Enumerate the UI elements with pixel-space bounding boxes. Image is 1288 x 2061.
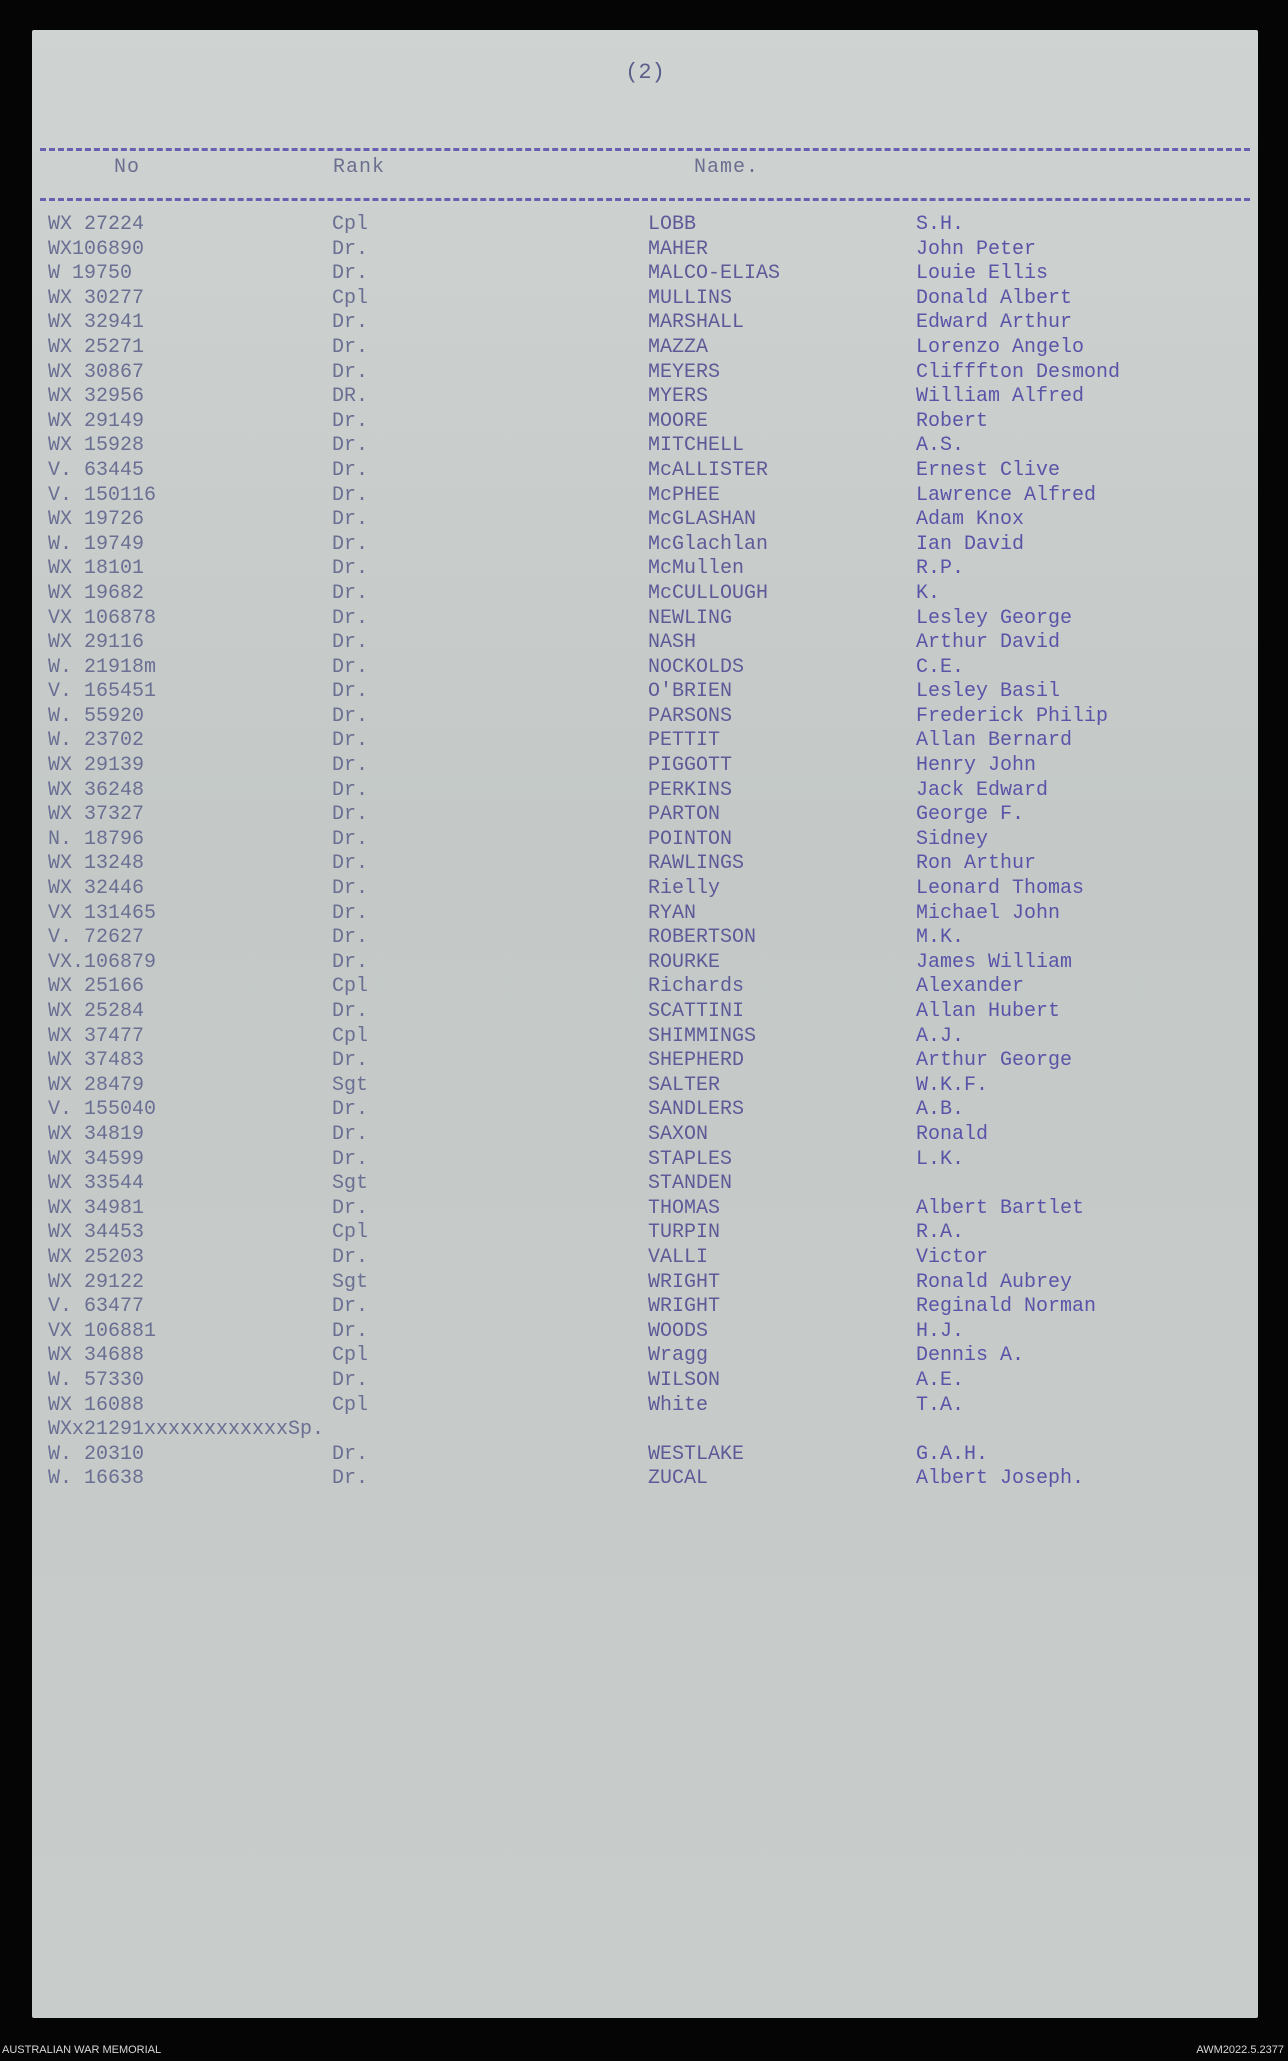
roll-row <box>32 1197 1258 1222</box>
given-names: Lesley George <box>916 606 1073 630</box>
roll-row <box>32 803 1258 828</box>
surname: WRIGHT <box>648 1295 721 1319</box>
service-number: WX 34819 <box>48 1122 145 1146</box>
given-names: Allan Bernard <box>916 729 1073 753</box>
given-names: Albert Joseph. <box>916 1467 1085 1491</box>
surname: ROURKE <box>648 950 721 974</box>
given-names: L.K. <box>916 1147 965 1171</box>
service-number: WX 34453 <box>48 1221 145 1245</box>
roll-row <box>32 238 1258 263</box>
service-number: W. 20310 <box>48 1442 145 1466</box>
surname: SALTER <box>648 1073 721 1097</box>
service-number: WX 32956 <box>48 385 145 409</box>
rank: Dr. <box>332 827 369 851</box>
rank: Dr. <box>332 1245 369 1269</box>
surname: STAPLES <box>648 1147 733 1171</box>
rank: Dr. <box>332 262 369 286</box>
rank: Dr. <box>332 1000 369 1023</box>
surname: STANDEN <box>648 1172 733 1196</box>
service-number: WX 25166 <box>48 975 145 999</box>
surname: PARTON <box>648 803 721 827</box>
column-header-no: No <box>114 156 141 179</box>
surname: MEYERS <box>648 360 721 384</box>
rank: Sgt <box>332 1270 369 1294</box>
document-page <box>32 30 1258 2018</box>
roll-row <box>32 951 1258 976</box>
roll-row <box>32 926 1258 951</box>
given-names: Sidney <box>916 827 989 851</box>
surname: SHEPHERD <box>648 1049 745 1073</box>
service-number: WX 28479 <box>48 1073 145 1097</box>
rank: Dr. <box>332 1442 369 1466</box>
rank: Cpl <box>332 975 369 999</box>
roll-row <box>32 1221 1258 1246</box>
given-names: Victor <box>916 1245 989 1269</box>
surname: VALLI <box>648 1245 709 1269</box>
roll-row <box>32 336 1258 361</box>
surname: McALLISTER <box>648 458 769 482</box>
surname: O'BRIEN <box>648 680 733 704</box>
service-number: N. 18796 <box>48 827 145 851</box>
surname: White <box>648 1393 709 1417</box>
service-number: W. 57330 <box>48 1368 145 1392</box>
roll-row <box>32 262 1258 287</box>
rank: Dr. <box>332 778 369 802</box>
roll-row <box>32 828 1258 853</box>
given-names: Henry John <box>916 754 1037 778</box>
roll-row <box>32 582 1258 607</box>
given-names: Lawrence Alfred <box>916 483 1097 507</box>
surname: TURPIN <box>648 1221 721 1245</box>
roll-row <box>32 1369 1258 1394</box>
roll-row <box>32 779 1258 804</box>
given-names: Ernest Clive <box>916 458 1061 482</box>
rank: Sgt <box>332 1172 369 1196</box>
roll-row <box>32 1295 1258 1320</box>
roll-row <box>32 533 1258 558</box>
service-number: VX 106878 <box>48 606 157 630</box>
roll-row <box>32 1246 1258 1271</box>
roll-row <box>32 361 1258 386</box>
surname: RYAN <box>648 901 697 925</box>
rank: Cpl <box>332 1221 369 1245</box>
given-names: Jack Edward <box>916 778 1049 802</box>
given-names: Dennis A. <box>916 1344 1025 1368</box>
roll-row <box>32 680 1258 705</box>
service-number: V. 155040 <box>48 1098 157 1122</box>
surname: ZUCAL <box>648 1467 709 1491</box>
service-number: WX 27224 <box>48 213 145 236</box>
rank: DR. <box>332 385 369 409</box>
service-number: WX 29139 <box>48 754 145 778</box>
given-names: Ian David <box>916 532 1025 556</box>
given-names: K. <box>916 581 941 605</box>
roll-row <box>32 1344 1258 1369</box>
service-number: V. 63477 <box>48 1295 145 1319</box>
rank: Dr. <box>332 1319 369 1343</box>
surname: ROBERTSON <box>648 926 757 950</box>
service-number: WX 25271 <box>48 335 145 359</box>
given-names: Reginald Norman <box>916 1295 1097 1319</box>
surname: MAHER <box>648 237 709 261</box>
rank: Dr. <box>332 655 369 679</box>
surname: McMullen <box>648 557 745 581</box>
rank: Dr. <box>332 901 369 925</box>
roll-row <box>32 557 1258 582</box>
roll-row <box>32 213 1258 238</box>
given-names: Ronald <box>916 1122 989 1146</box>
column-header-row <box>32 156 1258 186</box>
surname: Richards <box>648 975 745 999</box>
rank: Dr. <box>332 877 369 901</box>
given-names: Leonard Thomas <box>916 877 1085 901</box>
given-names: Allan Hubert <box>916 1000 1061 1023</box>
rank: Dr. <box>332 1098 369 1122</box>
roll-row <box>32 975 1258 1000</box>
given-names: H.J. <box>916 1319 965 1343</box>
rank: Cpl <box>332 1393 369 1417</box>
given-names: William Alfred <box>916 385 1085 409</box>
rank: Cpl <box>332 1344 369 1368</box>
surname: MALCO-ELIAS <box>648 262 781 286</box>
roll-row <box>32 1271 1258 1296</box>
rank: Cpl <box>332 1024 369 1048</box>
given-names: James William <box>916 950 1073 974</box>
rank: Dr. <box>332 852 369 876</box>
page-number: (2) <box>625 60 665 85</box>
rank: Dr. <box>332 581 369 605</box>
roll-row <box>32 311 1258 336</box>
surname: MYERS <box>648 385 709 409</box>
service-number: WX 34981 <box>48 1196 145 1220</box>
rank: Dr. <box>332 1122 369 1146</box>
rank: Dr. <box>332 1196 369 1220</box>
given-names: Edward Arthur <box>916 311 1073 335</box>
roll-row <box>32 754 1258 779</box>
footer-reference: AWM2022.5.2377 <box>1196 2044 1284 2056</box>
surname: LOBB <box>648 213 697 236</box>
surname: McPHEE <box>648 483 721 507</box>
roll-row <box>32 1394 1258 1419</box>
roll-row <box>32 1074 1258 1099</box>
service-number: WX 29149 <box>48 409 145 433</box>
service-number: V. 150116 <box>48 483 157 507</box>
service-number: W. 19749 <box>48 532 145 556</box>
given-names: Ronald Aubrey <box>916 1270 1073 1294</box>
given-names: Frederick Philip <box>916 704 1109 728</box>
roll-row <box>32 385 1258 410</box>
surname: PETTIT <box>648 729 721 753</box>
surname: PARSONS <box>648 704 733 728</box>
given-names: Louie Ellis <box>916 262 1049 286</box>
roll-row <box>32 902 1258 927</box>
service-number: WX 32941 <box>48 311 145 335</box>
rank: Dr. <box>332 803 369 827</box>
surname: McGLASHAN <box>648 508 757 532</box>
given-names: A.E. <box>916 1368 965 1392</box>
rank: Dr. <box>332 458 369 482</box>
rank: Dr. <box>332 508 369 532</box>
footer-institution: AUSTRALIAN WAR MEMORIAL <box>2 2044 162 2056</box>
service-number: W. 21918m <box>48 655 157 679</box>
service-number: WX 33544 <box>48 1172 145 1196</box>
roll-row <box>32 1467 1258 1492</box>
roll-row <box>32 607 1258 632</box>
rank: Dr. <box>332 950 369 974</box>
roll-row <box>32 705 1258 730</box>
service-number: WX 25284 <box>48 1000 145 1023</box>
surname: McGlachlan <box>648 532 769 556</box>
roll-row <box>32 1123 1258 1148</box>
given-names: Robert <box>916 409 989 433</box>
rank: Cpl <box>332 213 369 236</box>
roll-row <box>32 656 1258 681</box>
roll-row <box>32 1049 1258 1074</box>
rank: Dr. <box>332 631 369 655</box>
given-names: R.P. <box>916 557 965 581</box>
rank: Dr. <box>332 335 369 359</box>
given-names: Arthur David <box>916 631 1061 655</box>
surname: MAZZA <box>648 335 709 359</box>
roll-row <box>32 508 1258 533</box>
roll-row <box>32 631 1258 656</box>
rank: Dr. <box>332 311 369 335</box>
rank: Dr. <box>332 606 369 630</box>
service-number: WX 29116 <box>48 631 145 655</box>
rank: Dr. <box>332 532 369 556</box>
roll-row <box>32 1418 1258 1443</box>
rank: Dr. <box>332 434 369 458</box>
surname: WOODS <box>648 1319 709 1343</box>
surname: MULLINS <box>648 286 733 310</box>
column-header-rank: Rank <box>333 156 386 179</box>
given-names: S.H. <box>916 213 965 236</box>
given-names: Clifffton Desmond <box>916 360 1121 384</box>
given-names: Donald Albert <box>916 286 1073 310</box>
given-names: C.E. <box>916 655 965 679</box>
service-number: WX 16088 <box>48 1393 145 1417</box>
surname: WILSON <box>648 1368 721 1392</box>
surname: Wragg <box>648 1344 709 1368</box>
roll-row <box>32 1098 1258 1123</box>
service-number: W. 55920 <box>48 704 145 728</box>
given-names: A.B. <box>916 1098 965 1122</box>
rank: Dr. <box>332 754 369 778</box>
rank: Dr. <box>332 1049 369 1073</box>
given-names: Albert Bartlet <box>916 1196 1085 1220</box>
given-names: M.K. <box>916 926 965 950</box>
surname: NEWLING <box>648 606 733 630</box>
roll-row <box>32 1443 1258 1468</box>
service-number: V. 72627 <box>48 926 145 950</box>
roll-row <box>32 287 1258 312</box>
given-names: Lorenzo Angelo <box>916 335 1085 359</box>
given-names: A.S. <box>916 434 965 458</box>
rank: Dr. <box>332 1295 369 1319</box>
service-number: W. 23702 <box>48 729 145 753</box>
surname: MOORE <box>648 409 709 433</box>
roll-row <box>32 1148 1258 1173</box>
given-names: Arthur George <box>916 1049 1073 1073</box>
roll-row <box>32 877 1258 902</box>
surname: SAXON <box>648 1122 709 1146</box>
service-number: WX 37327 <box>48 803 145 827</box>
given-names: A.J. <box>916 1024 965 1048</box>
rank: Cpl <box>332 286 369 310</box>
rank: Dr. <box>332 729 369 753</box>
surname: MITCHELL <box>648 434 745 458</box>
given-names: George F. <box>916 803 1025 827</box>
surname: THOMAS <box>648 1196 721 1220</box>
surname: POINTON <box>648 827 733 851</box>
given-names: Alexander <box>916 975 1025 999</box>
surname: MARSHALL <box>648 311 745 335</box>
rank: Dr. <box>332 704 369 728</box>
surname: PERKINS <box>648 778 733 802</box>
rank: Dr. <box>332 237 369 261</box>
rank: Dr. <box>332 557 369 581</box>
service-number: WX 13248 <box>48 852 145 876</box>
service-number: WXx21291xxxxxxxxxxxxSp. <box>48 1418 325 1442</box>
rank: Dr. <box>332 409 369 433</box>
nominal-roll-list <box>32 213 1258 1492</box>
rank: Dr. <box>332 1147 369 1171</box>
given-names: Ron Arthur <box>916 852 1037 876</box>
rank: Dr. <box>332 1368 369 1392</box>
surname: RAWLINGS <box>648 852 745 876</box>
roll-row <box>32 729 1258 754</box>
service-number: WX 25203 <box>48 1245 145 1269</box>
surname: SHIMMINGS <box>648 1024 757 1048</box>
surname: NOCKOLDS <box>648 655 745 679</box>
service-number: WX 36248 <box>48 778 145 802</box>
roll-row <box>32 484 1258 509</box>
service-number: WX 19726 <box>48 508 145 532</box>
surname: Rielly <box>648 877 721 901</box>
given-names: T.A. <box>916 1393 965 1417</box>
surname: SANDLERS <box>648 1098 745 1122</box>
service-number: V. 63445 <box>48 458 145 482</box>
rank: Dr. <box>332 360 369 384</box>
surname: SCATTINI <box>648 1000 745 1023</box>
service-number: W. 16638 <box>48 1467 145 1491</box>
dashed-rule-bottom <box>40 198 1250 201</box>
surname: McCULLOUGH <box>648 581 769 605</box>
surname: PIGGOTT <box>648 754 733 778</box>
service-number: VX 106881 <box>48 1319 157 1343</box>
given-names: Michael John <box>916 901 1061 925</box>
surname: WESTLAKE <box>648 1442 745 1466</box>
service-number: V. 165451 <box>48 680 157 704</box>
surname: NASH <box>648 631 697 655</box>
given-names: Adam Knox <box>916 508 1025 532</box>
service-number: WX 34688 <box>48 1344 145 1368</box>
service-number: WX 37477 <box>48 1024 145 1048</box>
service-number: WX 32446 <box>48 877 145 901</box>
given-names: R.A. <box>916 1221 965 1245</box>
given-names: Lesley Basil <box>916 680 1061 704</box>
given-names: W.K.F. <box>916 1073 989 1097</box>
rank: Sgt <box>332 1073 369 1097</box>
roll-row <box>32 459 1258 484</box>
roll-row <box>32 434 1258 459</box>
service-number: WX 29122 <box>48 1270 145 1294</box>
service-number: VX.106879 <box>48 950 157 974</box>
roll-row <box>32 1000 1258 1025</box>
given-names: John Peter <box>916 237 1037 261</box>
service-number: WX 19682 <box>48 581 145 605</box>
service-number: WX 30867 <box>48 360 145 384</box>
service-number: WX 34599 <box>48 1147 145 1171</box>
dashed-rule-top <box>40 148 1250 151</box>
rank: Dr. <box>332 680 369 704</box>
roll-row <box>32 852 1258 877</box>
service-number: WX 18101 <box>48 557 145 581</box>
service-number: WX 15928 <box>48 434 145 458</box>
column-header-name: Name. <box>694 156 760 179</box>
roll-row <box>32 1320 1258 1345</box>
service-number: WX 37483 <box>48 1049 145 1073</box>
rank: Dr. <box>332 483 369 507</box>
rank: Dr. <box>332 926 369 950</box>
rank: Dr. <box>332 1467 369 1491</box>
roll-row <box>32 1172 1258 1197</box>
given-names: G.A.H. <box>916 1442 989 1466</box>
service-number: W 19750 <box>48 262 133 286</box>
service-number: VX 131465 <box>48 901 157 925</box>
roll-row <box>32 410 1258 435</box>
service-number: WX 30277 <box>48 286 145 310</box>
roll-row <box>32 1025 1258 1050</box>
surname: WRIGHT <box>648 1270 721 1294</box>
service-number: WX106890 <box>48 237 145 261</box>
